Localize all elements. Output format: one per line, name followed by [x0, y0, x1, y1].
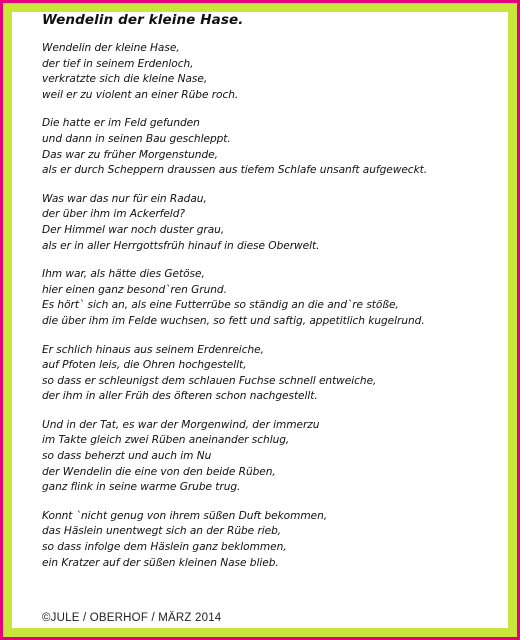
stanza-3	[42, 192, 512, 254]
poem-line: und dann in seinen Bau geschleppt.	[42, 132, 231, 145]
poem-line: der Wendelin die eine von den beide Rüben,	[42, 465, 276, 478]
poem-line: als er durch Scheppern draussen aus tiefem Schlafe unsanft aufgeweckt.	[42, 164, 428, 177]
poem-line: hier einen ganz besond`ren Grund.	[42, 283, 227, 296]
stanza-1	[42, 41, 512, 103]
poem-line: so dass er schleunigst dem schlauen Fuchse schnell entweiche,	[42, 374, 377, 387]
poem-line: Er schlich hinaus aus seinem Erdenreiche,	[42, 343, 264, 356]
poem-line: ganz flink in seine warme Grube trug.	[42, 481, 241, 494]
poem-line: so dass beherzt und auch im Nu	[42, 450, 212, 463]
poem-line: so dass infolge dem Häslein ganz beklommen,	[42, 541, 287, 554]
stanza-6	[42, 418, 512, 496]
stanza-2	[42, 116, 512, 178]
poem-line: der tief in seinem Erdenloch,	[42, 57, 194, 70]
poem-line: auf Pfoten leis, die Ohren hochgestellt,	[42, 359, 247, 372]
poem-line: verkratzte sich die kleine Nase,	[42, 73, 208, 86]
poem-line: Das war zu früher Morgenstunde,	[42, 148, 218, 161]
poem-line: die über ihm im Felde wuchsen, so fett und saftig, appetitlich kugelrund.	[42, 314, 425, 327]
poem-line: weil er zu violent an einer Rübe roch.	[42, 88, 239, 101]
poem-line: Ihm war, als hätte dies Getöse,	[42, 268, 205, 281]
poem-line: ein Kratzer auf der süßen kleinen Nase blieb.	[42, 556, 279, 569]
poem-line: im Takte gleich zwei Rüben aneinander schlug,	[42, 434, 290, 447]
poem-line: Es hört` sich an, als eine Futterrübe so ständig an die and`re stöße,	[42, 299, 399, 312]
poem-line: Wendelin der kleine Hase,	[42, 42, 180, 54]
poem-line: als er in aller Herrgottsfrüh hinauf in diese Oberwelt.	[42, 239, 320, 252]
stanza-4	[42, 267, 512, 329]
copyright-footer: ©JULE / OBERHOF / MÄRZ 2014	[42, 612, 222, 624]
stanza-7	[42, 509, 512, 571]
poem-line: das Häslein unentwegt sich an der Rübe rieb,	[42, 525, 282, 538]
poem-line: der ihm in aller Früh des öfteren schon nachgestellt.	[42, 390, 318, 403]
poem-line: Die hatte er im Feld gefunden	[42, 117, 200, 130]
poem-line: Der Himmel war noch duster grau,	[42, 223, 225, 236]
poem-line: Was war das nur für ein Radau,	[42, 192, 207, 205]
poem-title: Wendelin der kleine Hase.	[42, 12, 244, 28]
poem-line: Konnt `nicht genug von ihrem süßen Duft bekommen,	[42, 509, 328, 522]
poem-line: Und in der Tat, es war der Morgenwind, der immerzu	[42, 418, 320, 431]
poem	[42, 12, 512, 584]
poem-line: der über ihm im Ackerfeld?	[42, 208, 185, 221]
stanza-5	[42, 343, 512, 405]
